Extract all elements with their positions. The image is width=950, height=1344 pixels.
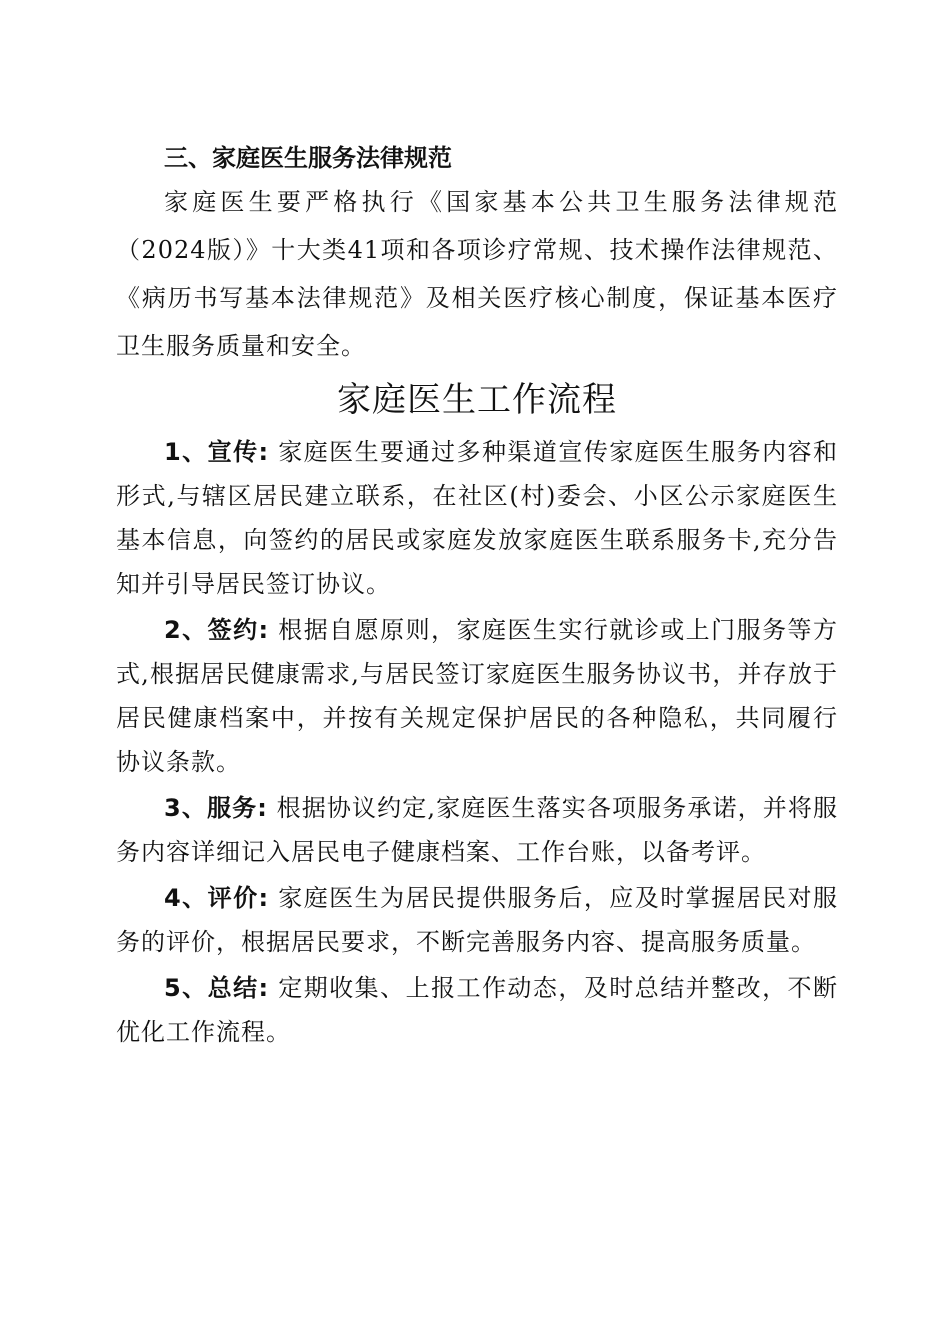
step-label: 5、总结:	[164, 974, 270, 1002]
section-heading: 三、家庭医生服务法律规范	[164, 144, 452, 172]
workflow-step-2	[116, 608, 838, 784]
step-label: 4、评价:	[164, 884, 270, 912]
workflow-step-1	[116, 430, 838, 606]
step-label: 2、签约:	[164, 616, 270, 644]
step-text: 根据协议约定,家庭医生落实各项服务承诺，并将服务内容详细记入居民电子健康档案、工作台账，以备考评。	[116, 794, 838, 866]
workflow-step-5	[116, 966, 838, 1054]
workflow-step-3	[116, 786, 838, 874]
step-label: 3、服务:	[164, 794, 268, 822]
step-text: 定期收集、上报工作动态，及时总结并整改，不断优化工作流程。	[116, 974, 838, 1046]
step-label: 1、宣传:	[164, 438, 270, 466]
section-paragraph: 家庭医生要严格执行《国家基本公共卫生服务法律规范（2024版）》十大类41项和各项诊疗常规、技术操作法律规范、《病历书写基本法律规范》及相关医疗核心制度，保证基本医疗卫生服务质量和安全。	[116, 188, 838, 360]
step-text: 根据自愿原则，家庭医生实行就诊或上门服务等方式,根据居民健康需求,与居民签订家庭医生服务协议书，并存放于居民健康档案中，并按有关规定保护居民的各种隐私，共同履行协议条款。	[116, 616, 838, 776]
document-page	[116, 138, 838, 1056]
workflow-title: 家庭医生工作流程	[337, 380, 617, 420]
step-text: 家庭医生为居民提供服务后，应及时掌握居民对服务的评价，根据居民要求，不断完善服务内容、提高服务质量。	[116, 884, 838, 956]
workflow-step-4	[116, 876, 838, 964]
step-text: 家庭医生要通过多种渠道宣传家庭医生服务内容和形式,与辖区居民建立联系，在社区(村)委会、小区公示家庭医生基本信息，向签约的居民或家庭发放家庭医生联系服务卡,充分告知并引导居民签订协议。	[116, 438, 838, 598]
